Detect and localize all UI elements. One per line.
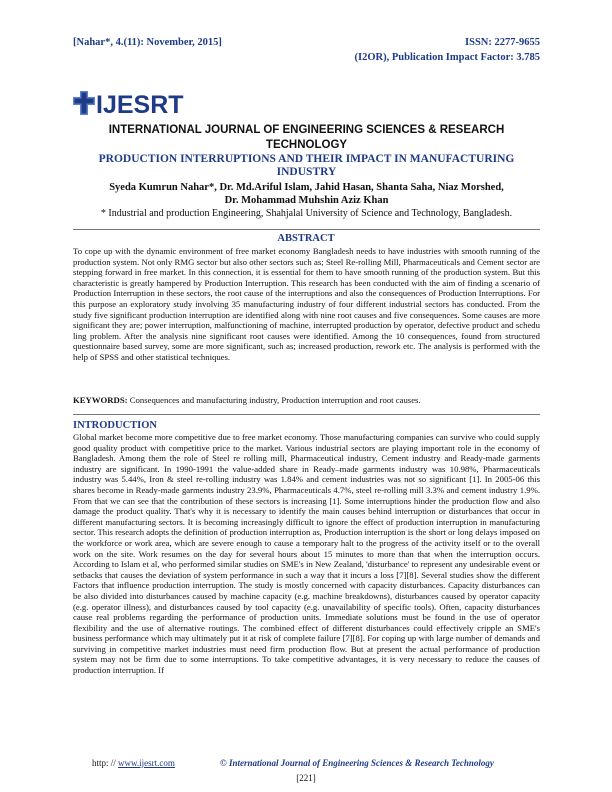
keywords <box>73 395 540 406</box>
affiliation: * Industrial and production Engineering, Shahjalal University of Science and Technology, Bangladesh. <box>100 208 513 219</box>
journal-name: INTERNATIONAL JOURNAL OF ENGINEERING SCIENCES & RESEARCH TECHNOLOGY <box>108 124 505 151</box>
journal-logo <box>73 88 184 118</box>
footer-copyright: © International Journal of Engineering Sciences & Research Technology <box>220 758 494 768</box>
medical-cross-icon <box>73 91 95 118</box>
header-impact-factor: (I2OR), Publication Impact Factor: 3.785 <box>354 52 540 63</box>
divider <box>73 414 540 415</box>
divider <box>73 229 540 230</box>
authors <box>73 181 540 207</box>
authors-line-1: Syeda Kumrun Nahar*, Dr. Md.Ariful Islam, Jahid Hasan, Shanta Saha, Niaz Morshed, <box>109 182 504 193</box>
abstract-text: To cope up with the dynamic environment of free market economy Bangladesh needs to have industries with smooth running of the production system. Not only RMG sector but also other sectors such as; Steel Re-rolling Mill, Pharmaceuticals and Cement sector are stepping forward in free market. In this connection, it is essential for them to have smooth running of the production system. But this characteristic is greatly hampered by Production Interruption. This research has been conducted with the aim of finding a scenario of Production Interruption in these sectors, the root cause of the interruptions and also the consequences of Production Interruptions. For this purpose an exploratory study involving 35 manufacturing industry of four different industrial sectors has conducted. From the study five significant production interruption are identified along with nine root causes and five consequences. Some causes are more significant they are; power interruption, malfunctioning of machine, interrupted production by operator, defective product and schedu ling problem. After the analysis nine significant root causes were identified. Among the 10 consequences, found from structured questionnaire based survey, some are more significant, such as; increased production, rework etc. The analysis is performed with the help of SPSS and other statistical techniques. <box>73 246 540 362</box>
keywords-label: KEYWORDS: <box>73 395 128 405</box>
header-citation: [Nahar*, 4.(11): November, 2015] <box>73 37 222 48</box>
keywords-text: Consequences and manufacturing industry, Production interruption and root causes. <box>127 395 421 405</box>
page-number: [221] <box>296 773 316 783</box>
paper-title: PRODUCTION INTERRUPTIONS AND THEIR IMPACT IN MANUFACTURING INDUSTRY <box>98 153 515 178</box>
header-issn: ISSN: 2277-9655 <box>465 37 540 48</box>
footer-http: http: // <box>92 758 119 768</box>
journal-website-link[interactable]: www.ijesrt.com <box>118 758 175 768</box>
introduction-text: Global market become more competitive due to free market economy. Those manufacturing companies can survive who could supply good quality product with competitive price to the market. Various industrial sectors are playing important role in the economy of Bangladesh. Among them the role of Steel re rolling mill, Pharmaceutical industry, Cement industry and Ready-made garments industry are significant. In 1990-1991 the value-added share in Ready–made garments industry was 10.98%, Pharmaceuticals industry was 5.44%, Iron & steel re-rolling industry was 1.84% and cement industries was not so significant [1]. In 2005-06 this shares become in Ready-made garments industry 23.9%, Pharmaceuticals 4.7%, steel re-rolling mill 3.3% and cement industry 1.9%. From that we can see that the contribution of these sectors is increasing [1]. Some interruptions hinder the production flow and also damage the product quality. That's why it is necessary to identify the main causes behind interruption or disturbances that occur in different manufacturing sectors. It is becoming increasingly difficult to ignore the effect of production interruption in manufacturing sector. This research adopts the definition of production interruption as, Production interruption is the short or long delays imposed on the workforce or work area, which are severe enough to cause a temporary halt to the progress of the activity itself or to the overall work on the site. Work resumes on the day for several hours about 15 minutes to more than that when the interruption occurs. According to Islam et al, who performed similar studies on SME's in New Zealand, 'disturbance' to represent any undesirable event or setbacks that causes the deviation of system performance in such a way that it incurs a loss [7][8]. Several studies show the different Factors that influence production interruption. The study is mostly concerned with capacity disturbances. Capacity disturbances can be also divided into disturbances caused by machine capacity (e.g. machine breakdowns), disturbances caused by operator capacity (e.g. operator illness), and disturbances caused by tool capacity (e.g. unavailability of specific tools). Often, capacity disturbances cause real problems regarding the performance of production units. Immediate solutions must be found in the use of operator flexibility and the use of alternative routings. The combined effect of different disturbances could effectively cripple an SME's business performance which may ultimately put it at risk of complete failure [7][8]. For coping up with large number of demands and surviving in competitive market industries must need firm production flow. But at present the actual performance of production system may not be firm due to some interruptions. To take competitive advantages, it is very necessary to reduce the causes of production interruption. If <box>73 432 540 676</box>
authors-line-2: Dr. Mohammad Muhshin Aziz Khan <box>224 195 389 206</box>
introduction-heading: INTRODUCTION <box>73 420 158 431</box>
footer-url <box>92 758 175 768</box>
logo-text: IJESRT <box>96 91 184 119</box>
abstract-heading: ABSTRACT <box>277 233 335 244</box>
